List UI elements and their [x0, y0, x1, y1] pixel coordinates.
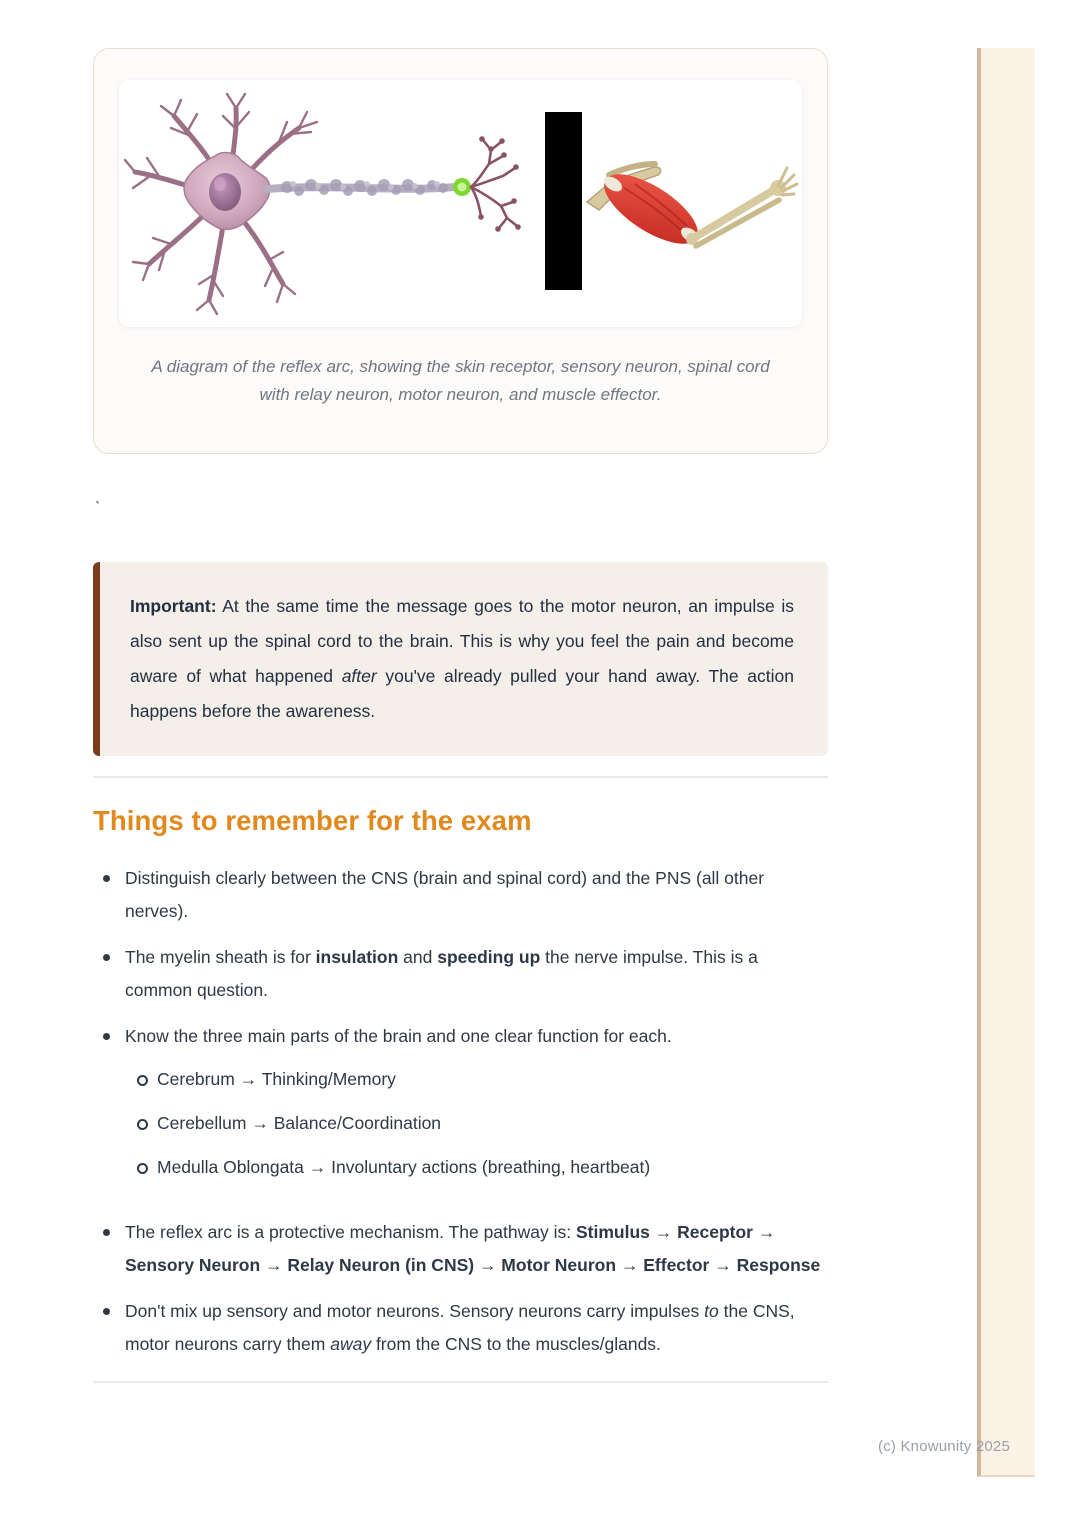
copyright-text: (c) Knowunity 2025 — [877, 1438, 1010, 1455]
sublist-item — [125, 1107, 828, 1140]
reflex-arc-image — [119, 80, 802, 327]
text-segment: after — [341, 666, 377, 686]
section-heading: Things to remember for the exam — [93, 805, 532, 836]
spinal-cord-bar — [545, 112, 582, 290]
circle-bullet-marker — [125, 1063, 157, 1096]
list-item — [93, 1295, 828, 1361]
synapse-terminal — [453, 178, 471, 196]
text-segment: At the same time the message goes to the motor neuron, an impulse is also sent up the spinal cord to the brain. This is why you feel the pain and become aware of what happened — [130, 596, 794, 686]
important-callout — [93, 562, 828, 756]
bullet-marker — [93, 941, 125, 1007]
callout-label: Important: — [130, 596, 217, 616]
brain-parts-sublist — [125, 1063, 828, 1184]
text-segment: speeding up — [437, 947, 541, 967]
figure-card — [93, 48, 828, 454]
text-segment: you've already pulled your hand away. The action happens before the awareness. — [130, 666, 794, 721]
text-segment: The myelin sheath is for — [125, 947, 316, 967]
text-segment: away — [330, 1334, 372, 1354]
arm-effector — [587, 161, 797, 257]
divider — [93, 1381, 828, 1383]
sublist-item — [125, 1151, 828, 1184]
text-segment: Cerebellum → Balance/Coordination — [157, 1113, 442, 1133]
text-segment: the CNS, motor neurons carry them — [125, 1301, 795, 1354]
text-segment: The reflex arc is a protective mechanism. The pathway is: — [125, 1222, 576, 1242]
divider — [93, 776, 828, 778]
exam-points-list — [93, 862, 828, 1361]
figure-caption: A diagram of the reflex arc, showing the skin receptor, sensory neuron, spinal cord with relay neuron, motor neuron, and muscle effector. — [151, 357, 770, 404]
bullet-marker — [93, 1020, 125, 1195]
axon-terminals — [471, 136, 521, 232]
list-item — [93, 1216, 828, 1282]
document-content — [93, 48, 828, 1383]
text-segment: Medulla Oblongata → Involuntary actions (breathing, heartbeat) — [157, 1157, 651, 1177]
myelinated-axon — [267, 179, 455, 196]
bullet-marker — [93, 1295, 125, 1361]
text-segment: and — [398, 947, 438, 967]
text-segment: Know the three main parts of the brain and one clear function for each. — [125, 1026, 672, 1046]
text-segment: Stimulus → Receptor → Sensory Neuron → Relay Neuron (in CNS) → Motor Neuron → Effector → Response — [125, 1222, 821, 1275]
page-edge-strip — [977, 48, 1035, 1477]
text-segment: Distinguish clearly between the CNS (brain and spinal cord) and the PNS (all other nerves). — [125, 868, 765, 921]
bullet-marker — [93, 862, 125, 928]
text-segment: Don't mix up sensory and motor neurons. Sensory neurons carry impulses — [125, 1301, 705, 1321]
text-segment: the nerve impulse. This is a common question. — [125, 947, 758, 1000]
sublist-item — [125, 1063, 828, 1096]
reflex-arc-svg — [119, 80, 802, 327]
stray-backtick-text: ` — [95, 500, 101, 517]
text-segment: to — [704, 1301, 719, 1321]
bullet-marker — [93, 1216, 125, 1282]
list-item — [93, 941, 828, 1007]
text-segment: from the CNS to the muscles/glands. — [371, 1334, 661, 1354]
list-item — [93, 862, 828, 928]
circle-bullet-marker — [125, 1151, 157, 1184]
list-item — [93, 1020, 828, 1195]
text-segment: Cerebrum → Thinking/Memory — [157, 1069, 396, 1089]
text-segment: insulation — [315, 947, 399, 967]
circle-bullet-marker — [125, 1107, 157, 1140]
